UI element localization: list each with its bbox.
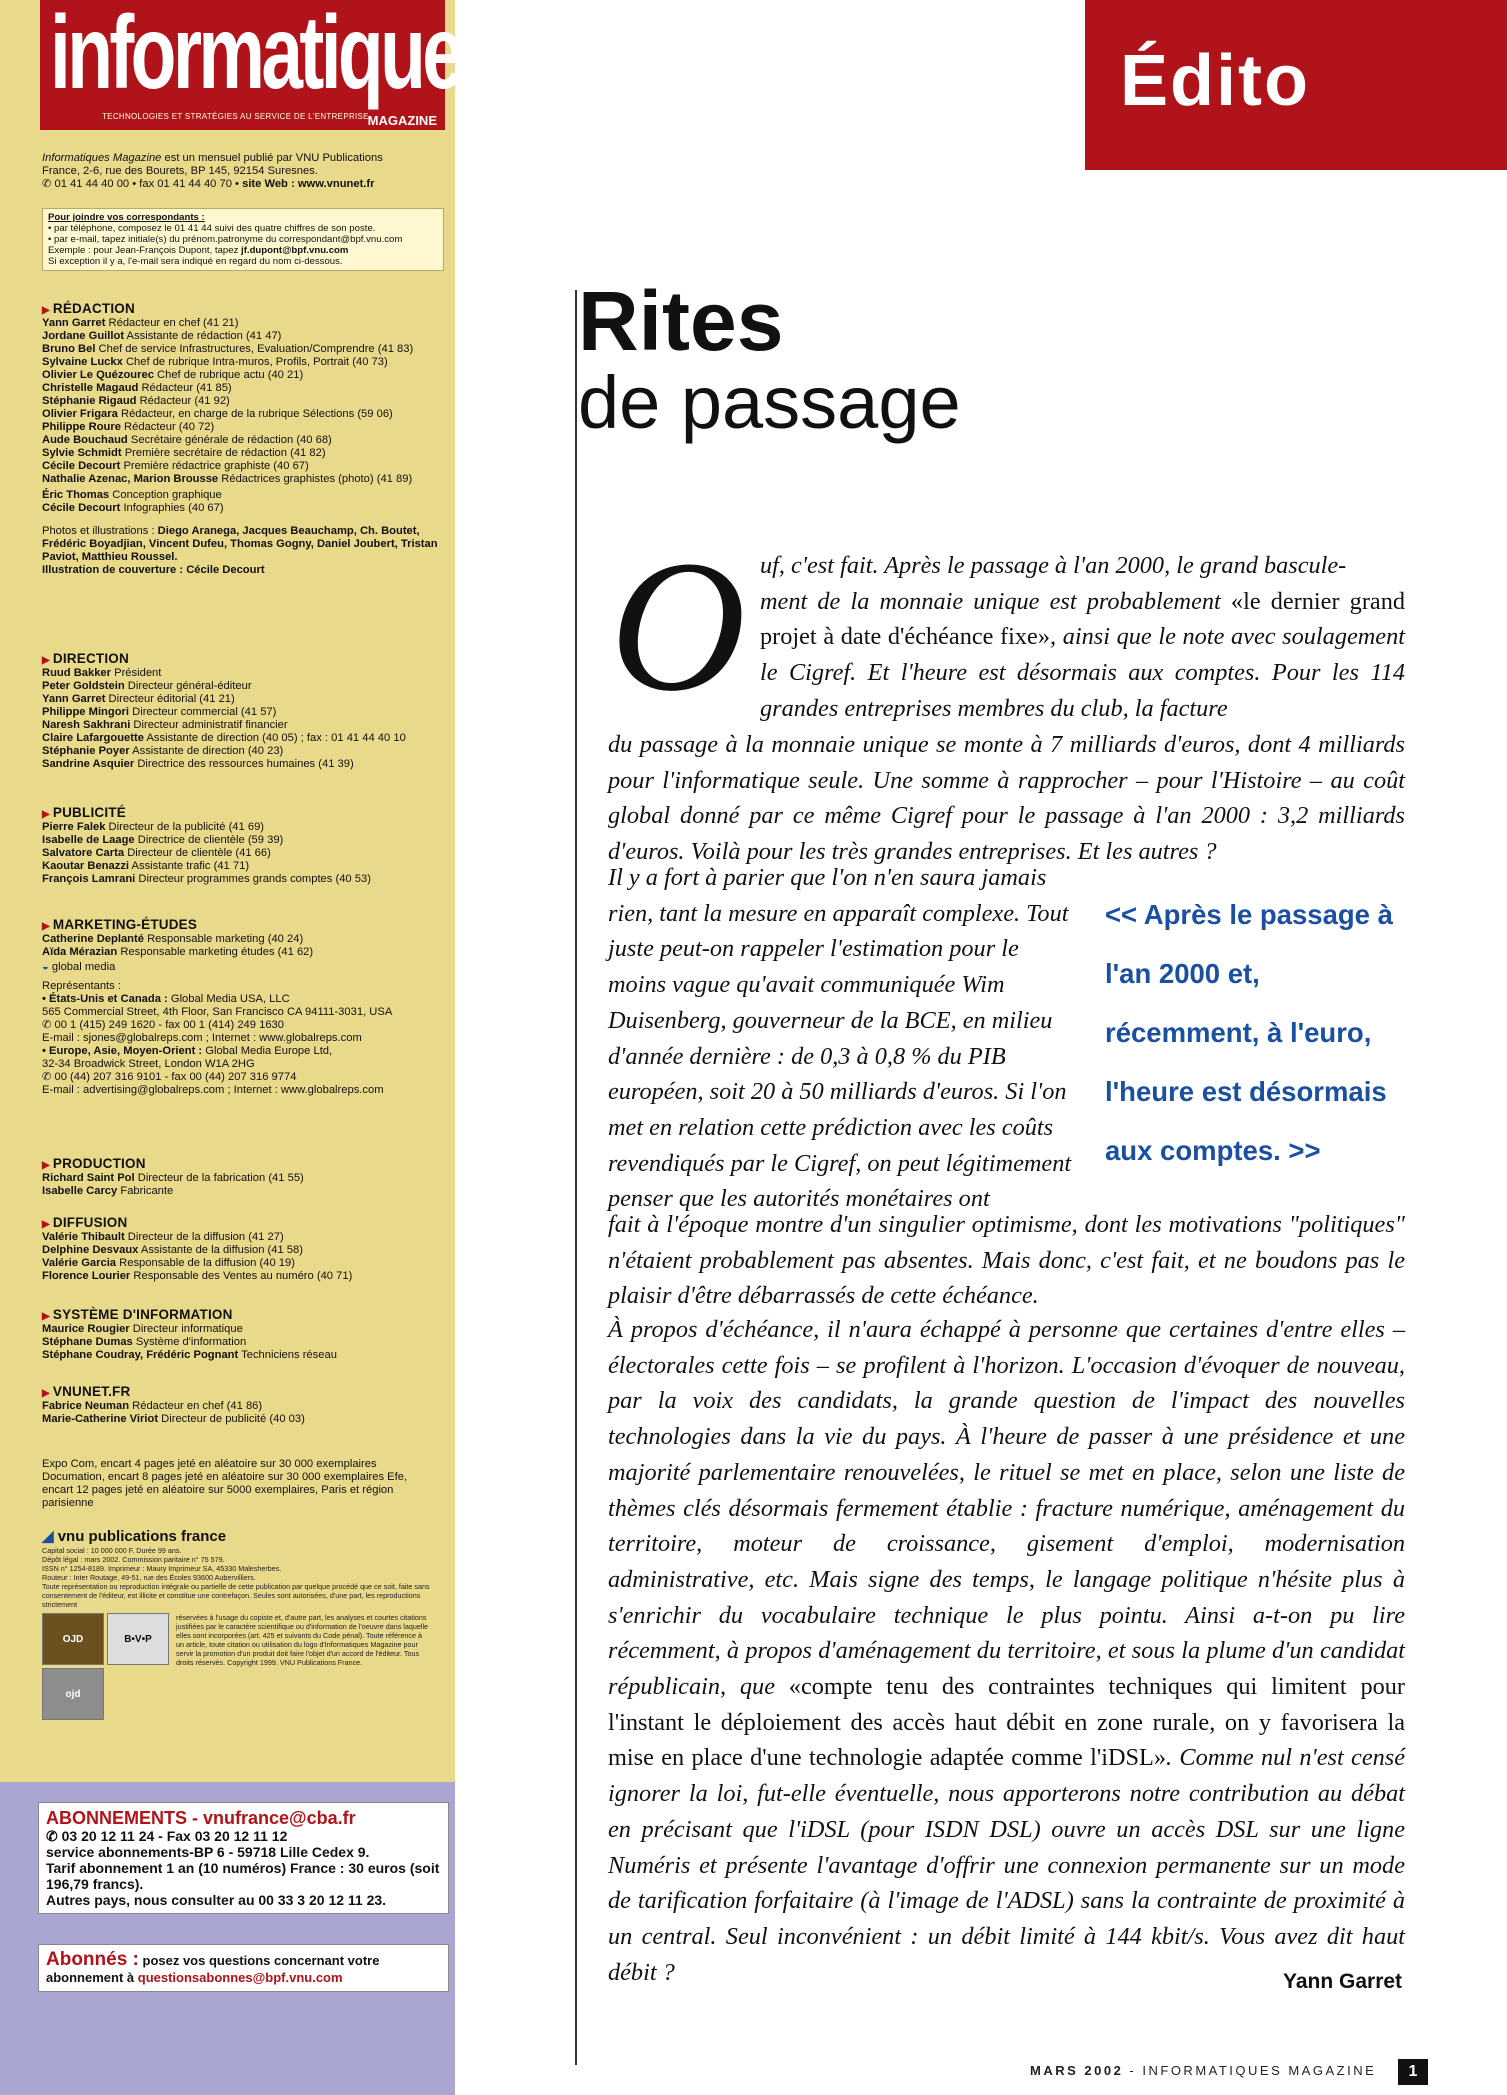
certification-badges bbox=[42, 1613, 170, 1720]
staff-role: Responsable des Ventes au numéro (40 71) bbox=[130, 1270, 353, 1282]
staff-role: Directrice des ressources humaines (41 39) bbox=[134, 758, 354, 770]
staff-entry bbox=[42, 667, 444, 680]
staff-role: Directeur informatique bbox=[129, 1323, 243, 1335]
staff-name: Claire Lafargouette bbox=[42, 732, 144, 744]
photos-label: Photos et illustrations : bbox=[42, 525, 158, 537]
staff-entry bbox=[42, 834, 444, 847]
staff-role: Responsable marketing (40 24) bbox=[143, 933, 304, 945]
staff-role: Directeur administratif financier bbox=[130, 719, 288, 731]
section-redaction bbox=[42, 302, 444, 577]
contact-line-1: • par téléphone, composez le 01 41 44 suivi des quatre chiffres de son poste. bbox=[48, 223, 376, 234]
masthead-sidebar bbox=[0, 0, 499, 1782]
staff-role: Responsable marketing études (41 62) bbox=[117, 946, 314, 958]
staff-role: Président bbox=[111, 667, 162, 679]
staff-entry bbox=[42, 1349, 444, 1362]
section-diffusion bbox=[42, 1216, 444, 1283]
staff-entry bbox=[42, 1336, 444, 1349]
staff-entry bbox=[42, 758, 444, 771]
staff-role: Rédacteur (41 85) bbox=[138, 382, 232, 394]
publication-phone: ✆ 01 41 44 40 00 • fax 01 41 44 40 70 • bbox=[42, 178, 243, 190]
section-heading: VNUNET.FR bbox=[52, 1384, 131, 1399]
staff-role: Assistante trafic (41 71) bbox=[129, 860, 250, 872]
reps-usa-label: • États-Unis et Canada : bbox=[42, 993, 168, 1005]
staff-role: Directeur éditorial (41 21) bbox=[105, 693, 235, 705]
staff-entry bbox=[42, 719, 444, 732]
legal-line: réservées à l'usage du copiste et, d'autre part, les analyses et courtes citations justifiées par le caractère scientifique ou d'information de l'oeuvre dans laquelle elles sont incorporées (art. 425 et suivants du Code pénal). Toute référence à un article, toute citation ou utilisation du logo d'Informatiques Magazine pour servir la promotion d'un produit doit faire l'objet d'un accord de l'éditeur. Tous droits réservés. Copyright 1999. VNU Publications France. bbox=[176, 1613, 429, 1667]
edito-banner bbox=[1085, 0, 1507, 170]
article-text: , ainsi que le note avec soulagement le Cigref. Et l'heure est désormais aux comptes. Pour les 114 grandes entreprises membres du club, la facture bbox=[760, 623, 1405, 722]
staff-role: Rédacteur, en charge de la rubrique Sélections (59 06) bbox=[117, 408, 393, 420]
staff-name: Naresh Sakhrani bbox=[42, 719, 131, 731]
staff-role: Assistante de direction (40 05) ; fax : 01 41 44 40 10 bbox=[143, 732, 406, 744]
staff-entry bbox=[42, 473, 444, 486]
staff-name: Isabelle Carcy bbox=[42, 1185, 118, 1197]
staff-role: Rédactrices graphistes (photo) (41 89) bbox=[218, 473, 413, 485]
bvp-badge: B•V•P bbox=[107, 1613, 169, 1665]
staff-name: Delphine Desvaux bbox=[42, 1244, 139, 1256]
contact-example-email: jf.dupont@bpf.vnu.com bbox=[241, 245, 349, 256]
staff-role: Directeur de publicité (40 03) bbox=[158, 1413, 305, 1425]
staff-entry bbox=[42, 860, 444, 873]
staff-name: Aïda Mérazian bbox=[42, 946, 118, 958]
article-paragraph: Il y a fort à parier que l'on n'en saura jamais rien, tant la mesure en apparaît complexe. Tout juste peut-on rappeler l'estimation pour le moins vague qu'avait communiquée Wim Duisenberg, gouverneur de la BCE, en milieu d'année dernière : de 0,3 à 0,8 % du PIB européen, soit 20 à 50 milliards d'euros. Si l'on met en relation cette prédiction avec les coûts revendiqués par le Cigref, on peut légitimement penser que les autorités monétaires ont bbox=[608, 864, 1072, 1213]
staff-name: Stéphanie Poyer bbox=[42, 745, 130, 757]
staff-role: Conception graphique bbox=[109, 489, 222, 501]
staff-entry bbox=[42, 421, 444, 434]
staff-role: Infographies (40 67) bbox=[120, 502, 224, 514]
staff-name: Marie-Catherine Viriot bbox=[42, 1413, 159, 1425]
reps-europe-email: E-mail : advertising@globalreps.com ; Internet : www.globalreps.com bbox=[42, 1084, 384, 1096]
staff-list bbox=[42, 1323, 444, 1362]
staff-role: Assistante de direction (40 23) bbox=[129, 745, 284, 757]
staff-name: Yann Garret bbox=[42, 693, 106, 705]
staff-entry bbox=[42, 1270, 444, 1283]
section-heading: SYSTÈME D'INFORMATION bbox=[52, 1307, 233, 1322]
footer-magazine: INFORMATIQUES MAGAZINE bbox=[1142, 2063, 1377, 2078]
staff-entry bbox=[42, 873, 444, 886]
staff-name: Kaoutar Benazzi bbox=[42, 860, 130, 872]
magazine-logo bbox=[40, 0, 499, 130]
staff-name: Catherine Deplanté bbox=[42, 933, 144, 945]
staff-name: Christelle Magaud bbox=[42, 382, 139, 394]
staff-entry bbox=[42, 706, 444, 719]
staff-role: Directeur de la publicité (41 69) bbox=[105, 821, 265, 833]
publication-info bbox=[42, 152, 444, 191]
staff-role: Assistante de la diffusion (41 58) bbox=[138, 1244, 303, 1256]
article-text: . Comme nul n'est censé ignorer la loi, fut-elle éventuelle, nous apporterons notre contribution au débat en précisant que l'iDSL (pour ISDN DSL) ouvre un accès DSL sur une ligne Numéris et présente l'avantage d'offrir une connexion permanente sur un mode de tarification forfaitaire (à l'image de l'ADSL) sans la contrainte de proximité à un central. Seul inconvénient : un débit limité à 144 kbit/s. Vous avez dit haut débit ? bbox=[608, 1744, 1406, 1986]
edito-label: Édito bbox=[1120, 41, 1310, 121]
subscriptions-panel bbox=[0, 1782, 455, 2095]
staff-name: Isabelle de Laage bbox=[42, 834, 135, 846]
triangle-icon: ▶ bbox=[42, 1219, 50, 1230]
staff-name: Nathalie Azenac, Marion Brousse bbox=[42, 473, 219, 485]
page-footer bbox=[1030, 2063, 1376, 2078]
staff-role: Secrétaire générale de rédaction (40 68) bbox=[127, 434, 332, 446]
staff-role: Rédacteur en chef (41 86) bbox=[129, 1400, 263, 1412]
staff-entry bbox=[42, 1400, 444, 1413]
staff-name: Stéphanie Rigaud bbox=[42, 395, 137, 407]
staff-entry bbox=[42, 933, 444, 946]
contact-line-2: • par e-mail, tapez initiale(s) du prénom.patronyme du correspondant@bpf.vnu.com bbox=[48, 234, 403, 245]
globe-icon: ◒ bbox=[42, 961, 49, 973]
triangle-icon: ▶ bbox=[42, 809, 50, 820]
global-media-logo: global media bbox=[51, 961, 116, 973]
triangle-icon: ▶ bbox=[42, 1388, 50, 1399]
section-marketing bbox=[42, 918, 444, 1097]
footer-date: MARS 2002 bbox=[1030, 2063, 1124, 2078]
staff-entry bbox=[42, 502, 444, 515]
contact-line-3: Exemple : pour Jean-François Dupont, tapez bbox=[48, 245, 242, 256]
staff-role: Rédacteur (40 72) bbox=[120, 421, 215, 433]
staff-entry bbox=[42, 1231, 444, 1244]
staff-name: Stéphane Dumas bbox=[42, 1336, 133, 1348]
publication-text: est un mensuel publié par VNU Publications bbox=[161, 152, 383, 164]
staff-entry bbox=[42, 745, 444, 758]
section-publicite bbox=[42, 806, 444, 886]
contact-line-4: Si exception il y a, l'e-mail sera indiqué en regard du nom ci-dessous. bbox=[48, 256, 343, 267]
staff-role: Chef de rubrique actu (40 21) bbox=[153, 369, 304, 381]
logo-tagline: TECHNOLOGIES ET STRATÉGIES AU SERVICE DE L'ENTREPRISE bbox=[102, 112, 369, 121]
staff-role: Première secrétaire de rédaction (41 82) bbox=[121, 447, 326, 459]
staff-entry bbox=[42, 317, 444, 330]
section-direction bbox=[42, 652, 444, 771]
section-production bbox=[42, 1157, 444, 1198]
reps-europe-label: • Europe, Asie, Moyen-Orient : bbox=[42, 1045, 203, 1057]
staff-role: Directeur de la diffusion (41 27) bbox=[124, 1231, 284, 1243]
cover-credit: Illustration de couverture : Cécile Decourt bbox=[42, 564, 265, 576]
staff-role: Directeur de clientèle (41 66) bbox=[124, 847, 271, 859]
logo-text: informatiques bbox=[50, 0, 499, 111]
staff-name: Valérie Garcia bbox=[42, 1257, 117, 1269]
staff-name: Peter Goldstein bbox=[42, 680, 125, 692]
staff-entry bbox=[42, 330, 444, 343]
article-paragraph: du passage à la monnaie unique se monte à 7 milliards d'euros, dont 4 milliards pour l'informatique seule. Une somme à rapprocher – pour l'Histoire – au coût global donné par ce même Cigref pour le passage à l'an 2000 : 3,2 milliards d'euros. Voilà pour les très grandes entreprises. Et les autres ? bbox=[608, 731, 1405, 866]
triangle-icon: ▶ bbox=[42, 1311, 50, 1322]
staff-role: Rédacteur (41 92) bbox=[136, 395, 230, 407]
staff-entry bbox=[42, 1257, 444, 1270]
staff-entry bbox=[42, 821, 444, 834]
legal-line: Dépôt légal : mars 2002. Commission paritaire n° 75 579. bbox=[42, 1555, 225, 1564]
staff-list bbox=[42, 1400, 444, 1426]
staff-role: Assistante de rédaction (41 47) bbox=[124, 330, 282, 342]
staff-name: François Lamrani bbox=[42, 873, 136, 885]
legal-line: Capital social : 10 000 000 F. Durée 99 ans. bbox=[42, 1546, 182, 1555]
logo-magazine-label: MAGAZINE bbox=[367, 113, 437, 128]
legal-line: Toute représentation ou reproduction intégrale ou partielle de cette publication par quelque procédé que ce soit, faite sans consentement de l'éditeur, est illicite et constitue une contrefaçon. Seules sont autorisées, d'une part, les reproductions strictement bbox=[42, 1582, 430, 1609]
staff-role: Chef de service Infrastructures, Evaluation/Comprendre (41 83) bbox=[95, 343, 414, 355]
staff-name: Cécile Decourt bbox=[42, 460, 121, 472]
staff-role: Rédacteur en chef (41 21) bbox=[105, 317, 239, 329]
column-rule bbox=[575, 290, 577, 2065]
publication-title: Informatiques Magazine bbox=[42, 152, 162, 164]
article-text: uf, c'est fait. Après le passage à l'an 2000, le grand bascule- bbox=[760, 552, 1347, 579]
staff-entry bbox=[42, 1185, 444, 1198]
staff-role: Système d'information bbox=[132, 1336, 247, 1348]
reps-europe-address: 32-34 Broadwick Street, London W1A 2HG bbox=[42, 1058, 255, 1070]
staff-name: Pierre Falek bbox=[42, 821, 106, 833]
subscriber-questions-email: questionsabonnes@bpf.vnu.com bbox=[137, 1970, 343, 1985]
publisher-name: vnu publications france bbox=[57, 1528, 227, 1545]
reps-usa-email: E-mail : sjones@globalreps.com ; Internet : www.globalreps.com bbox=[42, 1032, 362, 1044]
staff-name: Sylvie Schmidt bbox=[42, 447, 122, 459]
article-text: À propos d'échéance, il n'aura échappé à personne que certaines d'entre elles – électorales cette fois – se profilent à l'horizon. L'occasion d'évoquer de nouveau, par la voix des candidats, la grande question de l'impact des nouvelles technologies dans la vie du pays. À l'heure de passer à une présidence et une majorité parlementaire renouvelées, le rituel se met en place, selon une liste de thèmes clés désormais fermement établie : fracture numérique, aménagement du territoire, moteur de croissance, gisement d'emploi, modernisation administrative, etc. Mais signe des temps, le langage politique n'hésite plus à s'enrichir du vocabulaire technique le plus pointu. Ainsi a-t-on pu lire récemment, à propos d'aménagement du territoire, et sous la plume d'un candidat républicain, que bbox=[608, 1316, 1405, 1701]
staff-name: Fabrice Neuman bbox=[42, 1400, 130, 1412]
staff-name: Philippe Mingori bbox=[42, 706, 130, 718]
legal-line: Routeur : Inter Routage, 49-51, rue des Écoles 93600 Aubervilliers. bbox=[42, 1573, 256, 1582]
staff-list bbox=[42, 1231, 444, 1283]
section-heading: DIFFUSION bbox=[52, 1215, 128, 1230]
subscriptions-phone: ✆ 03 20 12 11 24 - Fax 03 20 12 11 12 bbox=[46, 1828, 288, 1844]
triangle-icon: ▶ bbox=[42, 655, 50, 666]
article-title: Rites bbox=[578, 274, 784, 368]
staff-entry bbox=[42, 680, 444, 693]
staff-entry bbox=[42, 1413, 444, 1426]
publication-site: site Web : www.vnunet.fr bbox=[242, 178, 375, 190]
contact-heading: Pour joindre vos correspondants : bbox=[48, 212, 205, 223]
subscriptions-box bbox=[38, 1802, 449, 1914]
reps-label: Représentants : bbox=[42, 980, 121, 992]
staff-role: Directeur programmes grands comptes (40 53) bbox=[135, 873, 371, 885]
staff-role: Responsable de la diffusion (40 19) bbox=[116, 1257, 295, 1269]
staff-list bbox=[42, 317, 444, 486]
staff-entry bbox=[42, 369, 444, 382]
drop-cap: O bbox=[610, 521, 746, 730]
staff-entry bbox=[42, 946, 444, 959]
staff-entry bbox=[42, 460, 444, 473]
article-paragraph bbox=[608, 1312, 1405, 1990]
reps-usa-address: 565 Commercial Street, 4th Floor, San Francisco CA 94111-3031, USA bbox=[42, 1006, 393, 1018]
staff-role: Directeur général-éditeur bbox=[124, 680, 252, 692]
section-heading: MARKETING-ÉTUDES bbox=[52, 917, 198, 932]
staff-name: Cécile Decourt bbox=[42, 502, 121, 514]
section-vnunet bbox=[42, 1385, 444, 1426]
staff-list bbox=[42, 933, 444, 959]
article-quote: «compte tenu des contraintes techniques qui limitent pour l'instant le déploiement des accès haut débit en zone rurale, on y favorisera la mise en place d'une technologie adaptée comme l'iDSL» bbox=[608, 1673, 1405, 1772]
ojd-badge: OJD bbox=[42, 1613, 104, 1665]
article-paragraph bbox=[760, 548, 1405, 727]
reps-usa-phone: ✆ 00 1 (415) 249 1620 - fax 00 1 (414) 249 1630 bbox=[42, 1019, 284, 1031]
staff-name: Sylvaine Luckx bbox=[42, 356, 123, 368]
staff-name: Jordane Guillot bbox=[42, 330, 125, 342]
inserts-notice: Expo Com, encart 4 pages jeté en aléatoire sur 30 000 exemplaires Documation, encart 8 pages jeté en aléatoire sur 30 000 exemplaires Efe, encart 12 pages jeté en aléatoire sur 5000 exemplaires, Paris et région parisienne bbox=[42, 1458, 408, 1509]
publisher-block bbox=[42, 1530, 444, 1720]
subscriptions-tarif: Tarif abonnement 1 an (10 numéros) France : 30 euros (soit 196,79 francs). bbox=[46, 1860, 440, 1892]
staff-role: Chef de rubrique Intra-muros, Profils, Portrait (40 73) bbox=[122, 356, 388, 368]
staff-name: Olivier Frigara bbox=[42, 408, 118, 420]
section-heading: RÉDACTION bbox=[52, 301, 135, 316]
article-subtitle: de passage bbox=[578, 361, 961, 444]
staff-entry bbox=[42, 395, 444, 408]
staff-entry bbox=[42, 343, 444, 356]
section-heading: PRODUCTION bbox=[52, 1156, 146, 1171]
staff-role: Directeur commercial (41 57) bbox=[129, 706, 277, 718]
staff-role: Directrice de clientèle (59 39) bbox=[134, 834, 284, 846]
vnu-logo-icon: ◢ bbox=[42, 1528, 54, 1545]
staff-entry bbox=[42, 356, 444, 369]
staff-entry bbox=[42, 434, 444, 447]
triangle-icon: ▶ bbox=[42, 921, 50, 932]
subscriptions-other: Autres pays, nous consulter au 00 33 3 20 12 11 23. bbox=[46, 1892, 387, 1908]
article-quote: «le dernier grand projet à date d'échéance fixe» bbox=[760, 587, 1406, 651]
section-heading: DIRECTION bbox=[52, 651, 129, 666]
reps-europe-phone: ✆ 00 (44) 207 316 9101 - fax 00 (44) 207 316 9774 bbox=[42, 1071, 297, 1083]
staff-role: Première rédactrice graphiste (40 67) bbox=[120, 460, 309, 472]
pull-quote: << Après le passage à l'an 2000 et, récemment, à l'euro, l'heure est désormais aux comptes. >> bbox=[1105, 899, 1393, 1166]
staff-entry bbox=[42, 847, 444, 860]
subscriber-questions-box bbox=[38, 1944, 449, 1992]
staff-entry bbox=[42, 732, 444, 745]
staff-role: Techniciens réseau bbox=[238, 1349, 337, 1361]
article-paragraph: fait à l'époque montre d'un singulier optimisme, dont les motivations "politiques" n'étaient probablement pas absentes. Mais donc, c'est fait, et ne boudons pas le plaisir d'être débarrassés de cette échéance. bbox=[608, 1211, 1405, 1310]
contact-box bbox=[42, 208, 444, 271]
staff-name: Aude Bouchaud bbox=[42, 434, 128, 446]
staff-entry bbox=[42, 693, 444, 706]
staff-entry bbox=[42, 1323, 444, 1336]
staff-entry bbox=[42, 408, 444, 421]
section-systeme-information bbox=[42, 1308, 444, 1362]
staff-entry bbox=[42, 489, 444, 502]
staff-name: Salvatore Carta bbox=[42, 847, 125, 859]
staff-entry bbox=[42, 1172, 444, 1185]
article-text: ment de la monnaie unique est probablement bbox=[760, 587, 1231, 615]
staff-name: Bruno Bel bbox=[42, 343, 96, 355]
staff-name: Florence Lourier bbox=[42, 1270, 131, 1282]
staff-name: Richard Saint Pol bbox=[42, 1172, 135, 1184]
staff-name: Ruud Bakker bbox=[42, 667, 112, 679]
subscriber-questions-text: posez vos questions concernant votre abonnement à bbox=[46, 1953, 380, 1985]
staff-list bbox=[42, 1172, 444, 1198]
staff-list bbox=[42, 821, 444, 886]
staff-name: Sandrine Asquier bbox=[42, 758, 135, 770]
subscriptions-title: ABONNEMENTS - vnufrance@cba.fr bbox=[46, 1808, 356, 1828]
staff-name: Olivier Le Quézourec bbox=[42, 369, 154, 381]
legal-line: ISSN n° 1254-8189. Imprimeur : Maury Imprimeur SA, 45330 Malesherbes. bbox=[42, 1564, 282, 1573]
staff-list bbox=[42, 667, 444, 771]
staff-name: Valérie Thibault bbox=[42, 1231, 125, 1243]
ojd-diffusion-badge: ojd bbox=[42, 1668, 104, 1720]
publication-address: France, 2-6, rue des Bourets, BP 145, 92154 Suresnes. bbox=[42, 165, 318, 177]
section-heading: PUBLICITÉ bbox=[52, 805, 126, 820]
reps-europe-name: Global Media Europe Ltd, bbox=[202, 1045, 333, 1057]
reps-usa-name: Global Media USA, LLC bbox=[167, 993, 290, 1005]
staff-name: Yann Garret bbox=[42, 317, 106, 329]
triangle-icon: ▶ bbox=[42, 305, 50, 316]
staff-list bbox=[42, 489, 444, 515]
staff-name: Maurice Rougier bbox=[42, 1323, 130, 1335]
staff-name: Éric Thomas bbox=[42, 489, 110, 501]
staff-role: Fabricante bbox=[117, 1185, 174, 1197]
staff-entry bbox=[42, 447, 444, 460]
staff-role: Directeur de la fabrication (41 55) bbox=[134, 1172, 304, 1184]
footer-separator: - bbox=[1123, 2063, 1143, 2078]
staff-entry bbox=[42, 382, 444, 395]
author-signature: Yann Garret bbox=[1283, 1970, 1403, 1993]
staff-entry bbox=[42, 1244, 444, 1257]
photos-names: Diego Aranega, Jacques Beauchamp, Ch. Boutet, Frédéric Boyadjian, Vincent Dufeu, Thomas Gogny, Daniel Joubert, Tristan Paviot, Matthieu Roussel. bbox=[42, 525, 438, 563]
staff-name: Philippe Roure bbox=[42, 421, 121, 433]
page-number: 1 bbox=[1398, 2059, 1428, 2085]
staff-name: Stéphane Coudray, Frédéric Pognant bbox=[42, 1349, 239, 1361]
triangle-icon: ▶ bbox=[42, 1160, 50, 1171]
subscriptions-address: service abonnements-BP 6 - 59718 Lille Cedex 9. bbox=[46, 1844, 370, 1860]
subscriber-questions-title: Abonnés : bbox=[46, 1949, 139, 1970]
